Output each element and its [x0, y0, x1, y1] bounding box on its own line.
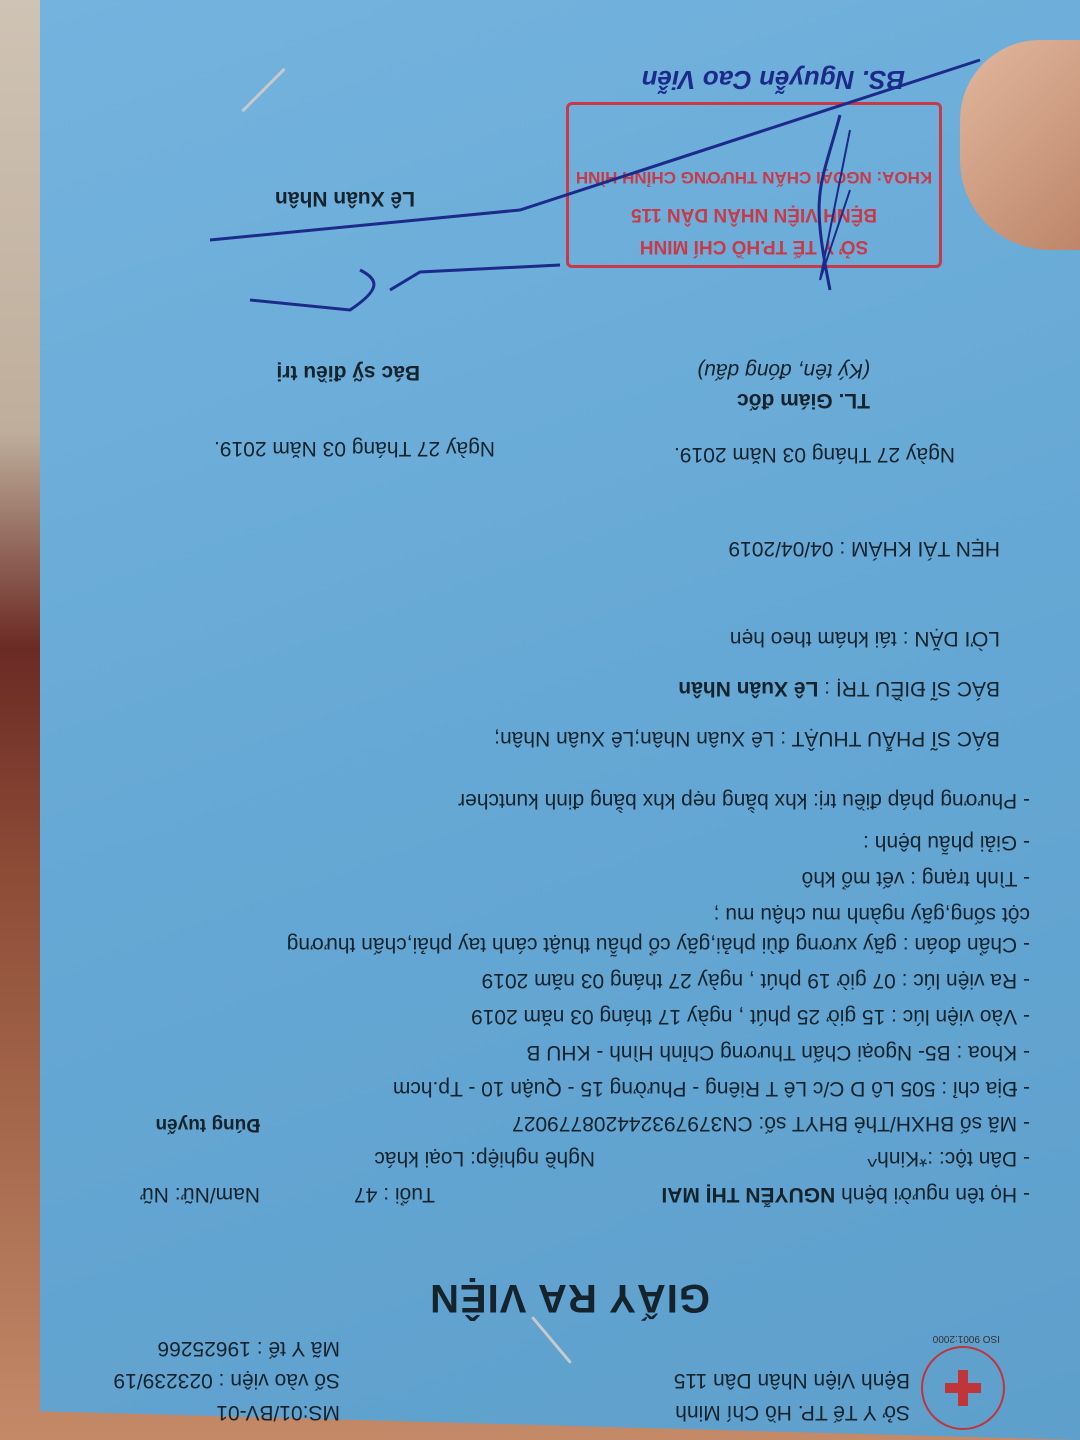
ministry-label: Sở Y Tế TP. Hồ Chí Minh	[675, 1401, 910, 1424]
stamp-line-3: KHOA: NGOẠI CHẤN THƯƠNG CHỈNH HÌNH	[575, 168, 933, 187]
patient-occupation: Nghề nghiệp: Loại khác	[374, 1147, 595, 1170]
patient-age: Tuổi : 47	[354, 1183, 435, 1206]
pathology: - Giải phẫu bệnh :	[863, 831, 1030, 854]
advice: LỜI DẶN : tái khám theo hẹn	[729, 627, 1000, 650]
medical-code: Mã Y tế : 19625266	[157, 1337, 340, 1360]
director-note: (Ký tên, đóng dấu)	[697, 359, 870, 382]
director-title: TL. Giám đốc	[736, 389, 870, 412]
admission-number: Số vào viện : 023239/19	[113, 1369, 340, 1392]
admission-time: - Vào viện lúc : 15 giờ 25 phút , ngày 17 tháng 03 năm 2019	[471, 1005, 1030, 1028]
followup-date: HẸN TÁI KHÁM : 04/04/2019	[728, 537, 1000, 560]
patient-name-label: - Họ tên người bệnh	[835, 1183, 1030, 1206]
treatment-method: - Phương pháp điều trị: khx bằng nẹp khx bằng đinh kuntcher	[458, 789, 1030, 812]
treating-doctor-name: Lê Xuân Nhân	[678, 677, 819, 700]
patient-ethnicity: - Dân tộc: :*Kinh^	[867, 1147, 1030, 1170]
date-left: Ngày 27 Tháng 03 Năm 2019.	[674, 443, 955, 466]
form-code: MS:01/BV-01	[216, 1401, 340, 1424]
condition-status: - Tình trạng : vết mổ khô	[801, 867, 1030, 890]
patient-name: NGUYỄN THỊ MAI	[661, 1183, 836, 1206]
iso-label: ISO 9001:2000	[932, 1333, 1000, 1344]
patient-address: - Địa chỉ : 505 Lô D C/c Lê T Riêng - Phường 15 - Quận 10 - Tp.hcm	[392, 1077, 1030, 1100]
stamp-line-2: BỆNH VIỆN NHÂN DÂN 115	[631, 204, 877, 225]
surgeon: BÁC SĨ PHẪU THUẬT : Lê Xuân Nhân;Lê Xuân Nhân;	[494, 727, 1000, 750]
patient-sex: Nam/Nữ: Nữ	[139, 1183, 260, 1206]
document-title: GIẤY RA VIỆN	[429, 1276, 710, 1320]
discharge-time: - Ra viện lúc : 07 giờ 19 phút , ngày 27 tháng 03 năm 2019	[481, 969, 1030, 992]
insurance-route: Đúng tuyến	[155, 1114, 260, 1135]
doctor-name-stamp: BS. Nguyễn Cao Viễn	[641, 65, 905, 95]
hospital-name: Bệnh Viện Nhân Dân 115	[673, 1369, 910, 1392]
treating-doctor-label: BÁC SĨ ĐIỀU TRỊ :	[818, 677, 1000, 700]
diagnosis-line-1: - Chẩn đoán : gãy xương đùi phải,gãy cổ phẫu thuật cánh tay phải,chấn thương	[286, 933, 1030, 956]
insurance-number: - Mã số BHXH/Thẻ BHYT số: CN3797932442087790​27	[512, 1112, 1030, 1135]
doctor-title: Bác sỹ điều trị	[276, 361, 420, 384]
department: - Khoa : B5- Ngoại Chấn Thương Chỉnh Hình - KHU B	[526, 1041, 1030, 1064]
doctor-signature-name: Lê Xuân Nhân	[274, 187, 415, 210]
diagnosis-line-2: cột sống,gãy ngành mu chậu mu ;	[713, 903, 1030, 926]
date-right: Ngày 27 Tháng 03 Năm 2019.	[214, 437, 495, 460]
stamp-line-1: SỞ Y TẾ TP.HỒ CHÍ MINH	[639, 236, 869, 257]
